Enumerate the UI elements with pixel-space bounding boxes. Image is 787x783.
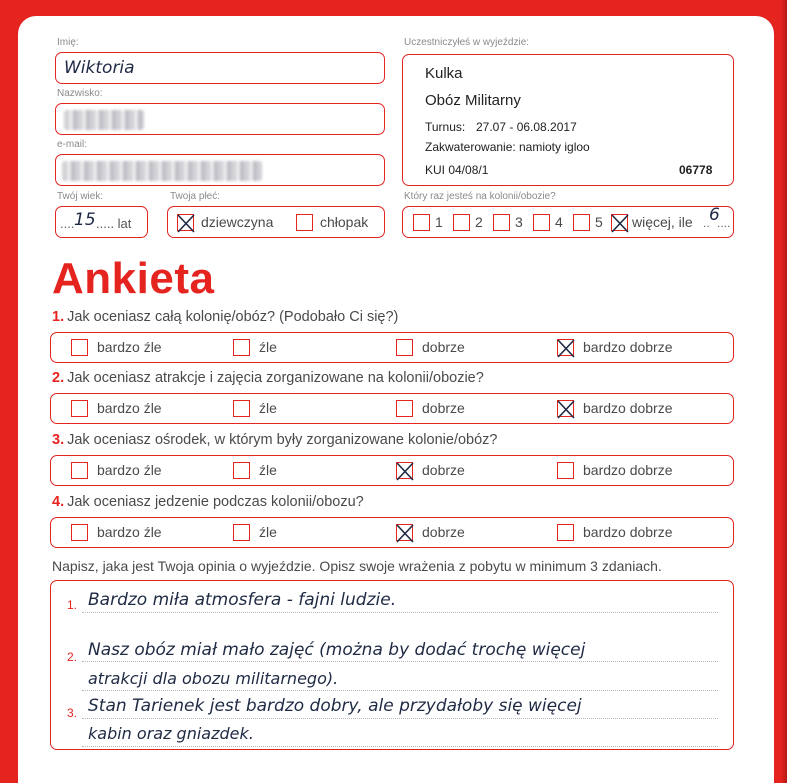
times-checkbox-4[interactable] xyxy=(533,214,550,231)
question-1-options xyxy=(50,332,734,363)
times-dots-before: .. xyxy=(703,216,710,230)
opinion-prompt: Napisz, jaka jest Twoja opinia o wyjeździe. Opisz swoje wrażenia z pobytu w minimum 3 zdaniach. xyxy=(52,558,662,574)
rating-option-label: dobrze xyxy=(422,524,465,540)
ruled-line xyxy=(82,718,718,719)
rating-option-label: źle xyxy=(259,462,277,478)
gender-field xyxy=(167,206,385,238)
rating-option-label: bardzo dobrze xyxy=(583,400,673,416)
ruled-line xyxy=(82,746,718,747)
page-edge xyxy=(781,0,787,783)
question-text: Jak oceniasz jedzenie podczas kolonii/obozu? xyxy=(67,494,364,510)
rating-checkbox[interactable] xyxy=(71,524,88,541)
turnus-value: 27.07 - 06.08.2017 xyxy=(476,120,577,134)
gender-label: Twoja płeć: xyxy=(170,191,221,202)
rating-checkbox[interactable] xyxy=(557,524,574,541)
age-suffix: ..... lat xyxy=(96,216,132,231)
times-dots-after: .... xyxy=(717,216,731,230)
accommodation-value: namioty igloo xyxy=(519,140,590,154)
times-option-1: 1 xyxy=(435,214,443,230)
age-field[interactable] xyxy=(55,206,148,238)
opinion-handwritten-line: Nasz obóz miał mało zajęć (można by dodać trochę więcej xyxy=(88,640,586,660)
times-option-2: 2 xyxy=(475,214,483,230)
opinion-line-number: 3. xyxy=(67,706,78,720)
surname-redacted xyxy=(64,110,144,130)
rating-checkbox[interactable] xyxy=(233,524,250,541)
age-label: Twój wiek: xyxy=(57,191,104,202)
rating-option-label: dobrze xyxy=(422,339,465,355)
question-2 xyxy=(52,370,484,386)
name-field[interactable] xyxy=(55,52,385,84)
email-field[interactable] xyxy=(55,154,385,186)
cross-mark-icon xyxy=(555,336,577,360)
trip-label: Uczestniczyłeś w wyjeździe: xyxy=(404,37,530,48)
email-redacted xyxy=(62,161,262,181)
surname-field[interactable] xyxy=(55,103,385,135)
cross-mark-icon xyxy=(175,211,197,235)
rating-option-label: bardzo źle xyxy=(97,339,162,355)
name-label: Imię: xyxy=(57,37,79,48)
cross-mark-icon xyxy=(609,211,631,235)
times-label: Który raz jesteś na kolonii/obozie? xyxy=(404,191,556,202)
rating-checkbox[interactable] xyxy=(396,524,413,541)
times-checkbox-1[interactable] xyxy=(413,214,430,231)
question-4 xyxy=(52,494,364,510)
rating-checkbox[interactable] xyxy=(233,462,250,479)
gender-option-boy: chłopak xyxy=(320,214,369,230)
times-option-5: 5 xyxy=(595,214,603,230)
times-checkbox-more[interactable] xyxy=(611,214,628,231)
rating-checkbox[interactable] xyxy=(396,462,413,479)
rating-checkbox[interactable] xyxy=(557,339,574,356)
rating-option-label: bardzo dobrze xyxy=(583,524,673,540)
age-dots: .... xyxy=(60,216,75,231)
times-option-4: 4 xyxy=(555,214,563,230)
opinion-handwritten-line: Bardzo miła atmosfera - fajni ludzie. xyxy=(88,590,397,610)
question-text: Jak oceniasz ośrodek, w którym były zorganizowane kolonie/obóz? xyxy=(67,432,498,448)
rating-option-label: bardzo dobrze xyxy=(583,339,673,355)
trip-type: Obóz Militarny xyxy=(425,92,521,109)
rating-option-label: bardzo dobrze xyxy=(583,462,673,478)
times-checkbox-3[interactable] xyxy=(493,214,510,231)
trip-code: KUI 04/08/1 xyxy=(425,163,489,177)
question-number: 1. xyxy=(52,309,65,325)
cross-mark-icon xyxy=(394,521,416,545)
times-more-value: 6 xyxy=(709,205,720,225)
rating-checkbox[interactable] xyxy=(396,339,413,356)
rating-option-label: dobrze xyxy=(422,462,465,478)
question-number: 4. xyxy=(52,494,65,510)
trip-name: Kulka xyxy=(425,65,463,82)
email-label: e-mail: xyxy=(57,139,88,150)
ruled-line xyxy=(82,612,718,613)
age-value: 15 xyxy=(74,210,96,230)
rating-checkbox[interactable] xyxy=(71,339,88,356)
rating-option-label: bardzo źle xyxy=(97,400,162,416)
rating-checkbox[interactable] xyxy=(396,400,413,417)
turnus-label: Turnus: xyxy=(425,120,466,134)
rating-option-label: dobrze xyxy=(422,400,465,416)
question-3 xyxy=(52,432,497,448)
survey-title: Ankieta xyxy=(52,254,215,303)
times-option-3: 3 xyxy=(515,214,523,230)
opinion-handwritten-line: atrakcji dla obozu militarnego). xyxy=(88,669,339,688)
rating-option-label: źle xyxy=(259,339,277,355)
times-checkbox-5[interactable] xyxy=(573,214,590,231)
rating-checkbox[interactable] xyxy=(233,339,250,356)
times-option-more: więcej, ile xyxy=(632,214,693,230)
rating-option-label: źle xyxy=(259,524,277,540)
rating-checkbox[interactable] xyxy=(233,400,250,417)
rating-option-label: źle xyxy=(259,400,277,416)
ruled-line xyxy=(82,690,718,691)
accommodation-label: Zakwaterowanie: xyxy=(425,140,516,154)
question-text: Jak oceniasz całą kolonię/obóz? (Podobało Ci się?) xyxy=(67,309,399,325)
cross-mark-icon xyxy=(394,459,416,483)
question-2-options xyxy=(50,393,734,424)
question-number: 3. xyxy=(52,432,65,448)
rating-checkbox[interactable] xyxy=(557,400,574,417)
rating-checkbox[interactable] xyxy=(71,462,88,479)
times-field xyxy=(402,206,734,238)
opinion-line-number: 1. xyxy=(67,598,78,612)
rating-option-label: bardzo źle xyxy=(97,524,162,540)
surname-label: Nazwisko: xyxy=(57,88,103,99)
name-value: Wiktoria xyxy=(64,58,135,78)
times-checkbox-2[interactable] xyxy=(453,214,470,231)
opinion-handwritten-line: Stan Tarienek jest bardzo dobry, ale przydałoby się więcej xyxy=(88,696,582,716)
ruled-line xyxy=(82,661,718,662)
trip-info-box xyxy=(402,54,734,186)
question-4-options xyxy=(50,517,734,548)
opinion-line-number: 2. xyxy=(67,650,78,664)
question-text: Jak oceniasz atrakcje i zajęcia zorganizowane na kolonii/obozie? xyxy=(67,370,484,386)
question-3-options xyxy=(50,455,734,486)
gender-checkbox-boy[interactable] xyxy=(296,214,313,231)
question-1 xyxy=(52,309,398,325)
gender-checkbox-girl[interactable] xyxy=(177,214,194,231)
rating-checkbox[interactable] xyxy=(71,400,88,417)
trip-number: 06778 xyxy=(679,163,713,177)
opinion-handwritten-line: kabin oraz gniazdek. xyxy=(88,724,254,743)
question-number: 2. xyxy=(52,370,65,386)
cross-mark-icon xyxy=(555,397,577,421)
rating-checkbox[interactable] xyxy=(557,462,574,479)
gender-option-girl: dziewczyna xyxy=(201,214,274,230)
rating-option-label: bardzo źle xyxy=(97,462,162,478)
